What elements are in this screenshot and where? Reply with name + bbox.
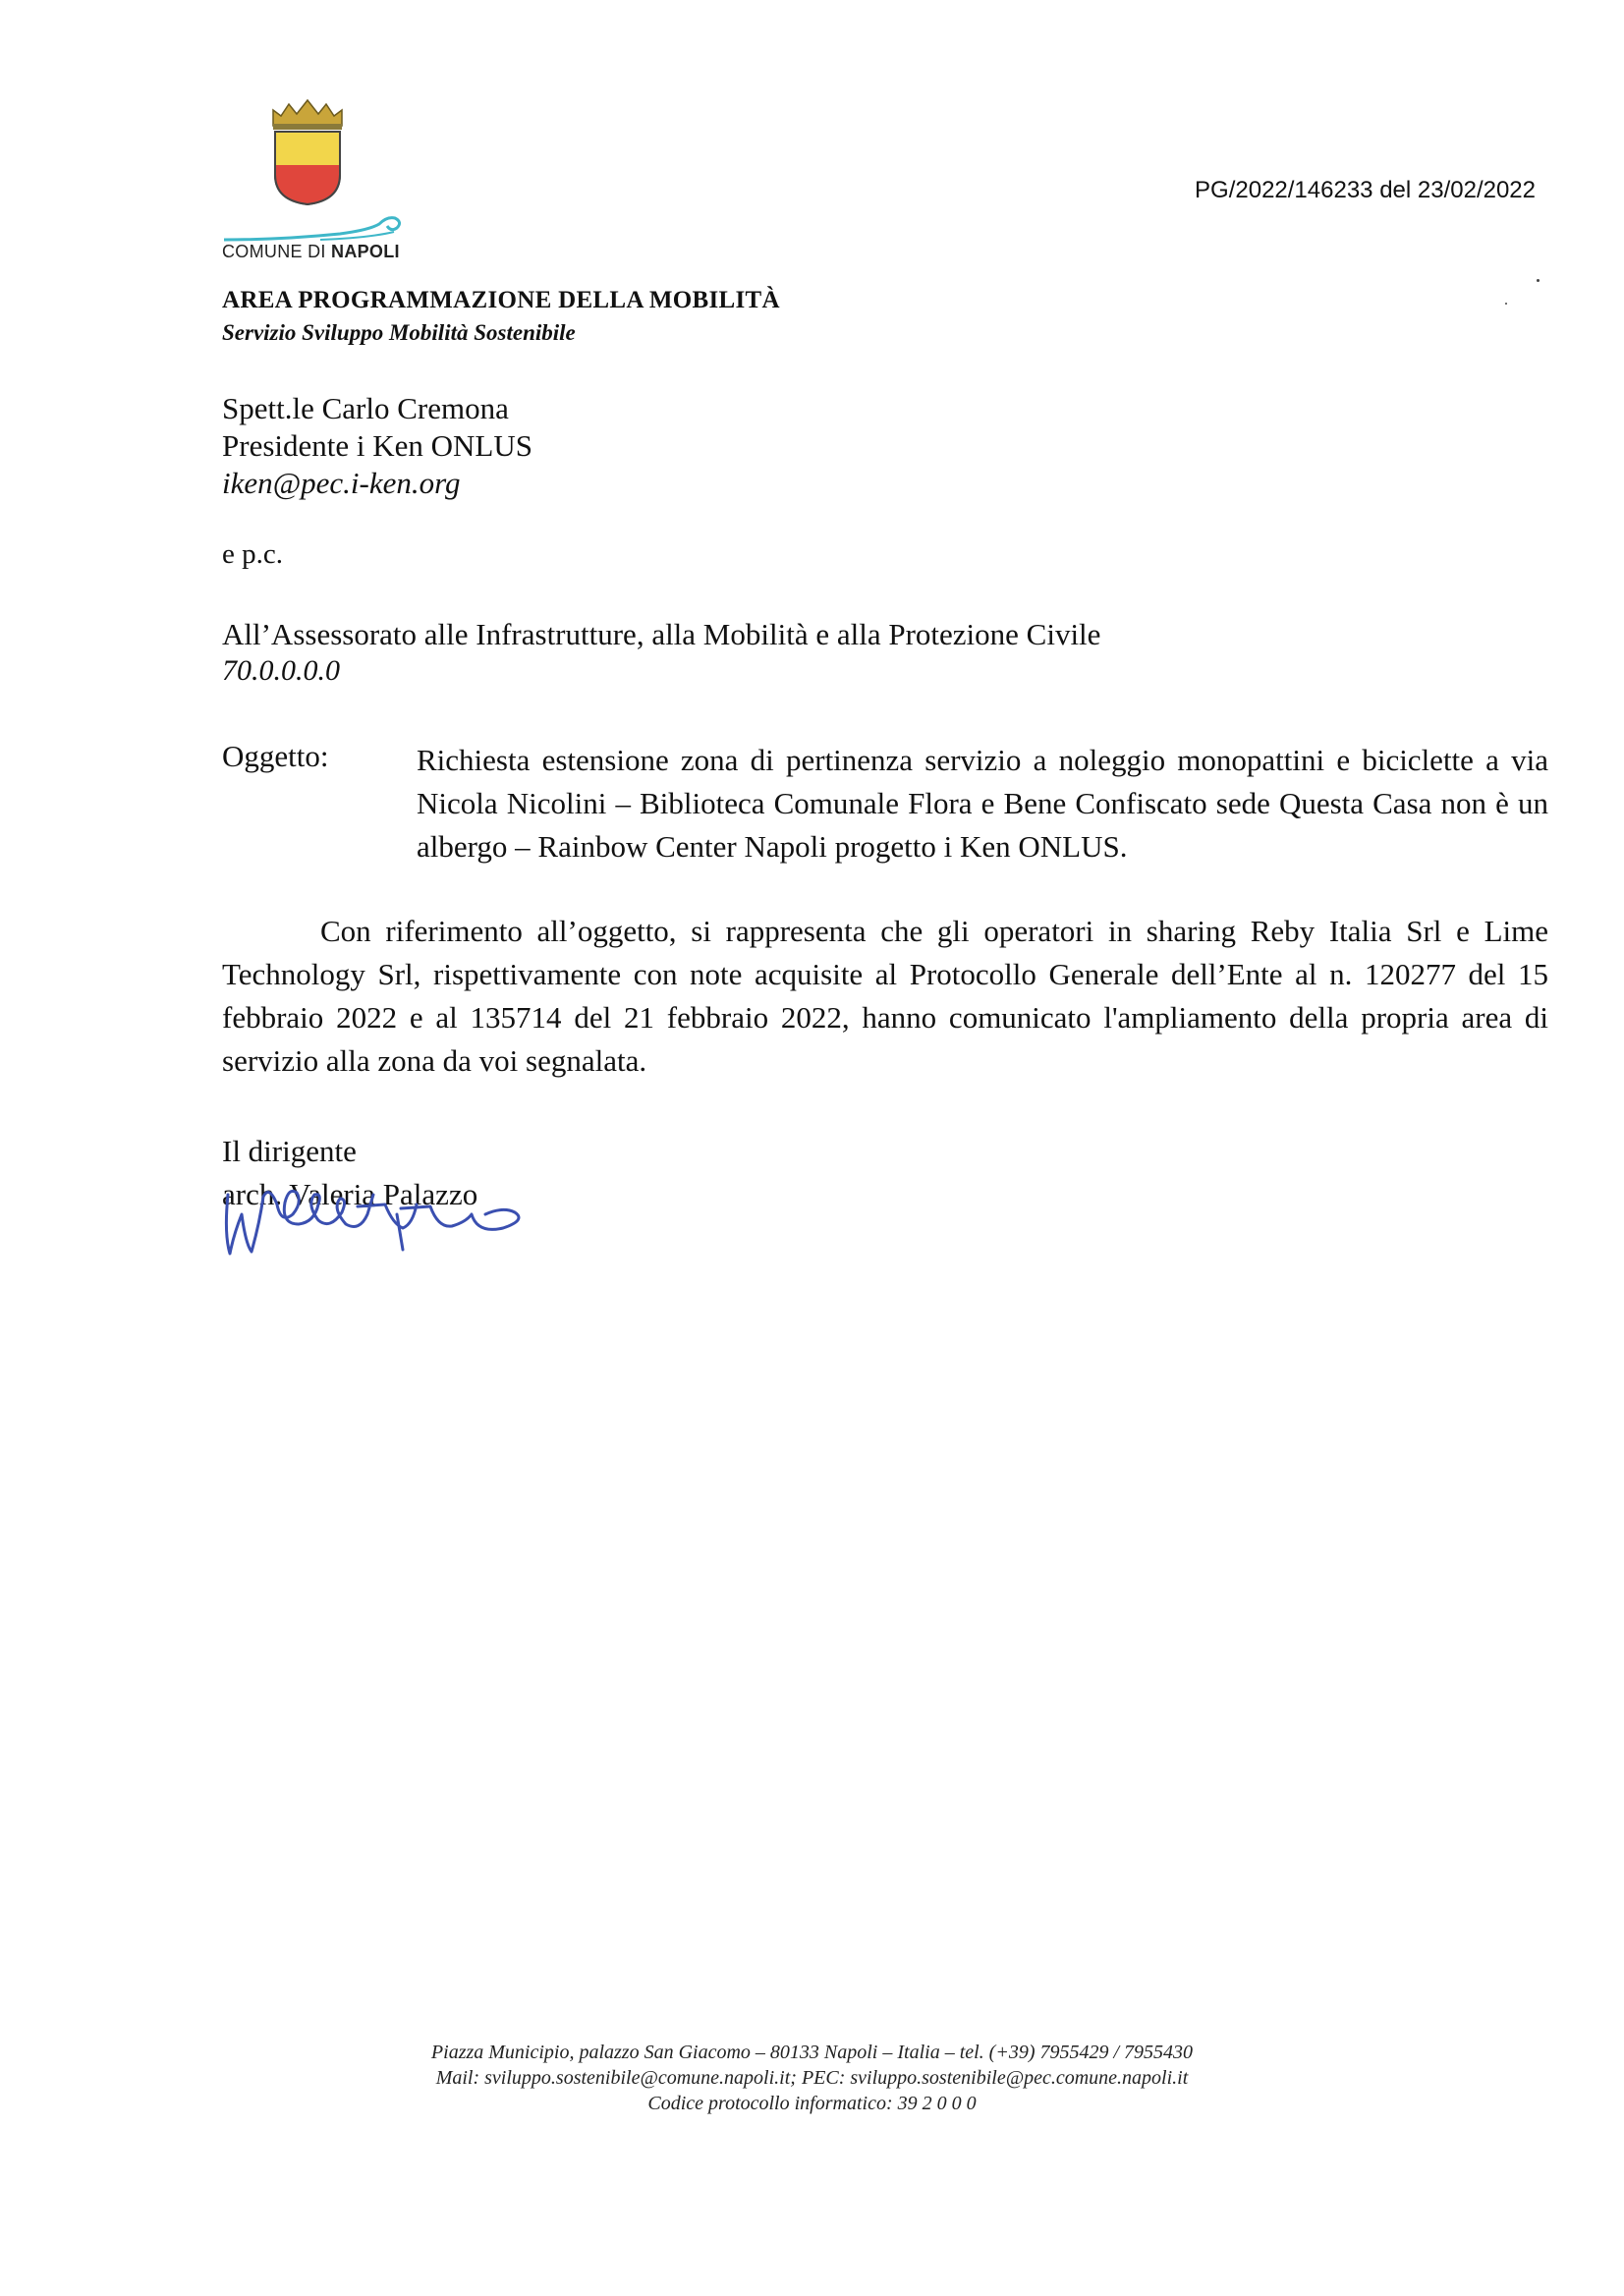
footer-contacts: Mail: sviluppo.sostenibile@comune.napoli.it; PEC: sviluppo.sostenibile@pec.comune.napoli.it — [435, 2067, 1189, 2089]
logo-text-bold: NAPOLI — [331, 242, 400, 261]
footer-address: Piazza Municipio, palazzo San Giacomo – 80133 Napoli – Italia – tel. (+39) 7955429 / 7955430 — [430, 2042, 1194, 2063]
subject-label: Oggetto: — [222, 739, 329, 773]
scan-speck — [1505, 303, 1507, 305]
signature-name: arch. Valeria Palazzo — [222, 1177, 478, 1211]
protocol-number: PG/2022/146233 del 23/02/2022 — [1195, 177, 1536, 203]
body-paragraph: Con riferimento all’oggetto, si rappresenta che gli operatori in sharing Reby Italia Srl e Lime Technology Srl, rispettivamente con note acquisite al Protocollo Generale dell’Ente al n. 120277 del 15 febbraio 2022 e al 135714 del 21 febbraio 2022, hanno comunicato l'ampliamento della propria area di servizio alla zona da voi segnalata. — [222, 914, 1548, 1078]
service-subheading: Servizio Sviluppo Mobilità Sostenibile — [222, 320, 576, 345]
recipient-email: iken@pec.i-ken.org — [222, 466, 461, 500]
recipient-name: Spett.le Carlo Cremona — [222, 391, 509, 425]
logo-text-light: COMUNE DI — [222, 242, 326, 261]
logo-text — [222, 242, 400, 262]
scan-speck — [1537, 279, 1540, 282]
handwritten-signature — [220, 1175, 534, 1273]
signature-title: Il dirigente — [222, 1134, 357, 1168]
footer-protocol-code: Codice protocollo informatico: 39 2 0 0 0 — [647, 2093, 977, 2114]
subject-text: Richiesta estensione zona di pertinenza servizio a noleggio monopattini e biciclette a via Nicola Nicolini – Biblioteca Comunale Flora e Bene Confiscato sede Questa Casa non è un albergo – Rainbow Center Napoli progetto i Ken ONLUS. — [417, 743, 1548, 864]
cc-code: 70.0.0.0.0 — [222, 654, 340, 687]
area-heading: AREA PROGRAMMAZIONE DELLA MOBILITÀ — [222, 287, 780, 313]
recipient-role: Presidente i Ken ONLUS — [222, 428, 532, 463]
cc-recipient: All’Assessorato alle Infrastrutture, alla Mobilità e alla Protezione Civile — [222, 617, 1101, 651]
wave-icon — [222, 210, 409, 244]
cc-label: e p.c. — [222, 538, 283, 570]
coat-of-arms-icon — [263, 98, 352, 206]
